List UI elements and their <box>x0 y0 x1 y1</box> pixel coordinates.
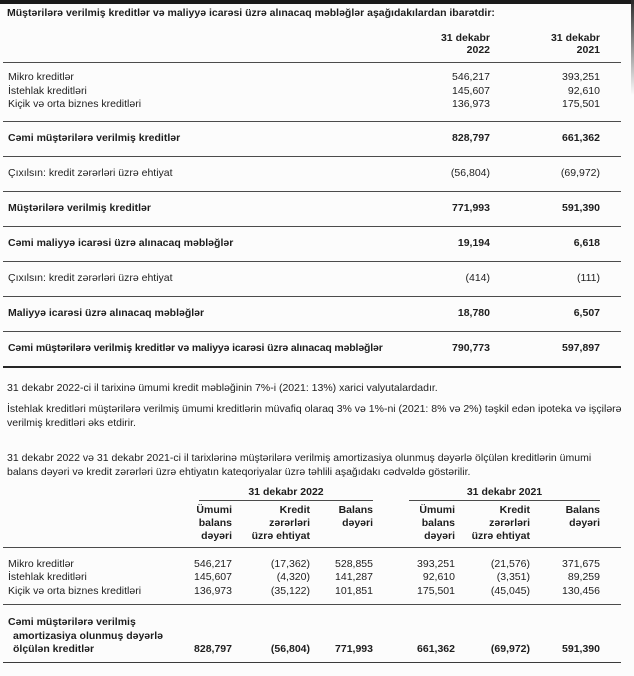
gross-2021: 393,251 <box>417 557 455 570</box>
loans-analysis-table <box>0 486 634 663</box>
table-row <box>0 85 634 99</box>
provision-2021: (3,351) <box>496 571 530 584</box>
provision-2022: (56,804) <box>270 643 310 656</box>
column-header-line: dəyəri <box>569 516 600 529</box>
provision-2022: (17,362) <box>270 557 310 570</box>
column-header-line: dəyəri <box>201 529 232 542</box>
column-header-2022 <box>394 32 490 56</box>
sub-header-row <box>0 504 634 543</box>
column-header-line: Ümumi <box>419 503 455 516</box>
provision-2021: (45,045) <box>490 584 530 597</box>
header-spacer <box>8 32 394 56</box>
column-header-line: balans <box>421 516 455 529</box>
column-header-line: Balans <box>565 503 600 516</box>
table-row <box>0 98 634 112</box>
table-row-total <box>0 192 634 226</box>
column-header-line: zərərləri <box>269 516 310 529</box>
note-paragraph: 31 dekabr 2022 və 31 dekabr 2021-ci il tarixlərinə müştərilərə verilmiş amortizasiya olunmuş dəyərlə ölçülən kreditlərin ümumi balans dəyəri və kredit zərərləri üzrə ehtiyatın kateqoriyalar üzrə təhlili aşağıdakı cədvəldə göstərilir. <box>7 452 592 479</box>
column-header-line: 31 dekabr <box>550 32 600 44</box>
value-2022: 771,993 <box>452 201 490 214</box>
column-header-line: 31 dekabr <box>440 32 490 44</box>
value-2021: 6,507 <box>573 306 600 319</box>
intro-text: Müştərilərə verilmiş kreditlər və maliyyə icarəsi üzrə alınacaq məbləğlər aşağıdakılardan ibarətdir: <box>7 7 495 19</box>
row-label-line: Cəmi müştərilərə verilmiş <box>8 616 136 629</box>
carrying-2021: 371,675 <box>562 557 600 570</box>
column-header-line: Ümumi <box>196 503 232 516</box>
value-2022: 790,773 <box>452 341 490 354</box>
row-label: İstehlak kreditləri <box>8 571 87 584</box>
value-2021: 6,618 <box>573 236 600 249</box>
value-2022: 136,973 <box>452 98 490 110</box>
value-2021: 597,897 <box>562 341 600 354</box>
gross-2021: 175,501 <box>417 584 455 597</box>
table-row-grand-total <box>0 605 634 662</box>
value-2022: 19,194 <box>457 236 490 249</box>
column-header-line: dəyəri <box>342 516 373 529</box>
column-header-line: üzrə ehtiyat <box>471 529 530 542</box>
row-label: Mikro kreditlər <box>8 71 74 83</box>
carrying-2022: 101,851 <box>335 584 373 597</box>
value-2021: 92,610 <box>567 84 600 97</box>
header-spacer <box>8 486 173 501</box>
row-label-line: amortizasiya olunmuş dəyərlə <box>13 629 163 642</box>
column-header-carrying-2021 <box>530 504 600 543</box>
row-label <box>8 616 173 657</box>
value-2022: 18,780 <box>457 306 490 319</box>
gross-2022: 136,973 <box>194 584 232 597</box>
column-header-gross-2022 <box>173 504 232 543</box>
column-header-line: dəyəri <box>424 529 455 542</box>
loans-summary-table <box>0 32 634 368</box>
provision-2021: (21,576) <box>490 557 530 570</box>
note-paragraph: 31 dekabr 2022-ci il tarixinə ümumi kredit məbləğinin 7%-i (2021: 13%) xarici valyutalardadır. <box>7 381 438 394</box>
group-header-2021: 31 dekabr 2021 <box>409 486 600 501</box>
provision-2022: (35,122) <box>270 584 310 597</box>
gross-2022: 145,607 <box>194 571 232 584</box>
value-2022: 828,797 <box>452 131 490 144</box>
row-label-line: ölçülən kreditlər <box>13 643 95 656</box>
carrying-2021: 89,259 <box>567 571 600 584</box>
value-2022: (414) <box>465 271 490 284</box>
carrying-2021: 591,390 <box>562 643 600 656</box>
column-header-line: Kredit <box>499 503 530 516</box>
carrying-2021: 130,456 <box>562 584 600 597</box>
provision-2021: (69,972) <box>490 643 530 656</box>
carrying-2022: 528,855 <box>335 557 373 570</box>
table-row-total <box>0 122 634 156</box>
gross-2021: 661,362 <box>417 643 455 656</box>
column-header-line: 2022 <box>466 44 490 56</box>
row-label: Kiçik və orta biznes kreditləri <box>8 584 142 597</box>
column-header-provision-2022 <box>232 504 310 543</box>
column-header-carrying-2022 <box>310 504 373 543</box>
row-label: Maliyyə icarəsi üzrə alınacaq məbləğlər <box>8 306 205 319</box>
value-2022: (56,804) <box>450 166 490 179</box>
column-header-line: 2021 <box>576 44 600 56</box>
carrying-2022: 771,993 <box>335 643 373 656</box>
table-row <box>0 71 634 85</box>
table-row-total <box>0 227 634 261</box>
row-label: Kiçik və orta biznes kreditləri <box>8 98 142 110</box>
table-row <box>0 157 634 191</box>
table-row <box>0 262 634 296</box>
row-label: Cəmi müştərilərə verilmiş kreditlər və maliyyə icarəsi üzrə alınacaq məbləğlər <box>8 341 383 354</box>
column-header-line: Balans <box>338 503 373 516</box>
row-label: Çıxılsın: kredit zərərləri üzrə ehtiyat <box>8 166 173 179</box>
analysis-rows <box>0 548 634 605</box>
carrying-2022: 141,287 <box>335 571 373 584</box>
column-header-line: üzrə ehtiyat <box>251 529 310 542</box>
column-header-provision-2021 <box>455 504 530 543</box>
gross-2022: 828,797 <box>194 643 232 656</box>
table-row-total <box>0 297 634 331</box>
value-2021: 591,390 <box>562 201 600 214</box>
loan-type-rows <box>0 63 634 121</box>
value-2022: 546,217 <box>452 71 490 83</box>
row-label: Çıxılsın: kredit zərərləri üzrə ehtiyat <box>8 271 173 284</box>
row-label: Cəmi maliyyə icarəsi üzrə alınacaq məbləğlər <box>8 236 234 249</box>
table-row <box>0 585 634 599</box>
header-spacer <box>8 504 173 543</box>
column-header-gross-2021 <box>373 504 455 543</box>
provision-2022: (4,320) <box>276 571 310 584</box>
column-header-line: balans <box>198 516 232 529</box>
table-row <box>0 571 634 585</box>
value-2021: (69,972) <box>560 166 600 179</box>
value-2021: 175,501 <box>562 98 600 110</box>
value-2021: 661,362 <box>562 131 600 144</box>
row-label: Müştərilərə verilmiş kreditlər <box>8 201 151 214</box>
horizontal-rule-thick <box>3 366 621 368</box>
column-header-line: Kredit <box>279 503 310 516</box>
gross-2022: 546,217 <box>194 557 232 570</box>
group-header-2022: 31 dekabr 2022 <box>199 486 373 501</box>
column-header-line: zərərləri <box>489 516 530 529</box>
value-2021: 393,251 <box>562 71 600 83</box>
table-row <box>0 558 634 572</box>
table-header-row <box>0 32 634 62</box>
group-header-row <box>0 486 634 501</box>
row-label: Cəmi müştərilərə verilmiş kreditlər <box>8 131 181 144</box>
table-row-grand-total <box>0 332 634 366</box>
row-label: İstehlak kreditləri <box>8 84 87 97</box>
value-2021: (111) <box>577 271 600 284</box>
column-header-2021 <box>490 32 600 56</box>
gross-2021: 92,610 <box>422 571 455 584</box>
value-2022: 145,607 <box>452 84 490 97</box>
note-paragraph: İstehlak kreditləri müştərilərə verilmiş ümumi kreditlərin müvafiq olaraq 3% və 1%-ni (2021: 8% və 2%) təşkil edən ipoteka və işçilərə verilmiş kreditləri əks etdirir. <box>7 402 622 429</box>
row-label: Mikro kreditlər <box>8 557 74 570</box>
horizontal-rule-bottom <box>3 662 621 663</box>
